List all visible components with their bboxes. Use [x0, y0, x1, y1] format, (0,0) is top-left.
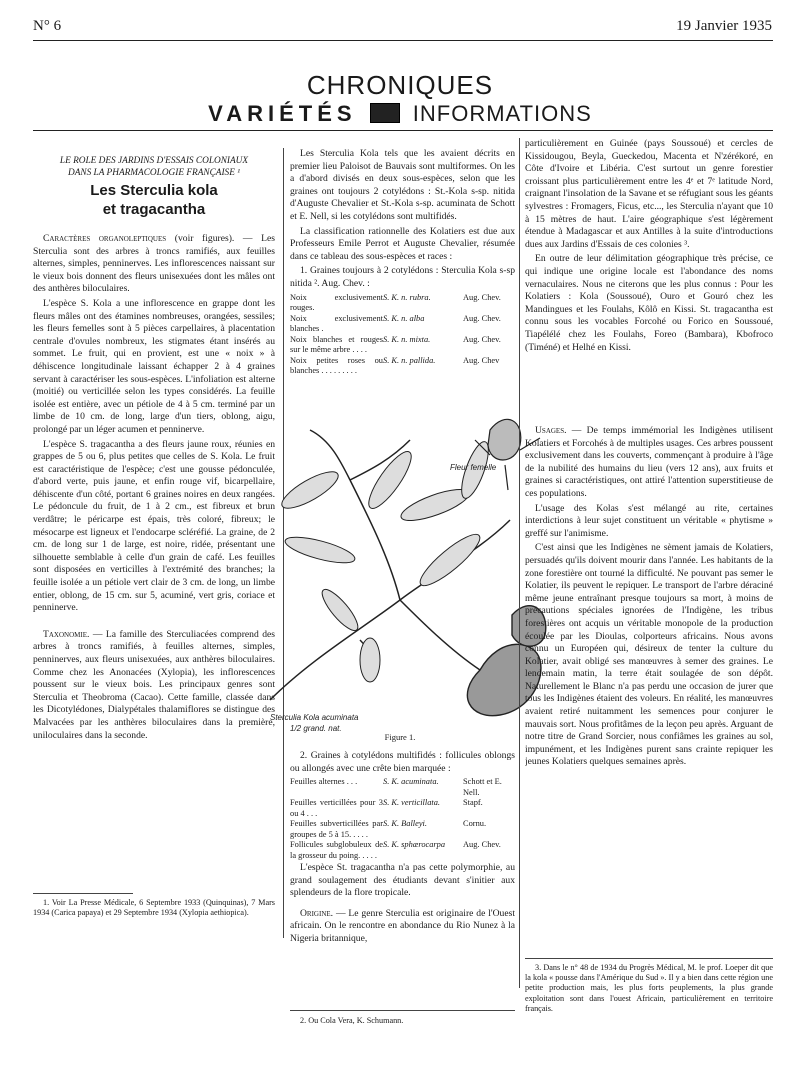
- footnote-rule: [33, 893, 133, 894]
- table-cell-author: Aug. Chev: [463, 355, 500, 365]
- footnote-text: 1. Voir La Presse Médicale, 6 Septembre 1933 (Quinquinas), 7 Mars 1934 (Carica papaya) et 29 Septembre 1934 (Xylopia aethiopica).: [33, 898, 275, 918]
- issue-number: N° 6: [33, 18, 62, 34]
- paragraph: Les Sterculia Kola tels que les avaient décrits en premier lieu Paloisot de Bauvais sont multiformes. On les a d'abord divisés en deux sous-espèces, selon que les graines ont toujours 2 cotylédons : St.-Kola s-sp. nitida d'Auguste Chevalier et St.-Kola s-sp. acuminata de Schott et E. Nell, si les cotylédons sont multifidés.: [290, 148, 515, 222]
- footnote-rule: [290, 1010, 515, 1011]
- figure-1-illustration: [250, 410, 550, 740]
- paragraph: particulièrement en Guinée (pays Soussoué) et cercles de Kissidougou, Beyla, Gueckedou, Macenta et N'zérékoré, en Côte d'Ivoire et Libéria. C'est surtout un genre forestier croissant plus particulièrement entre les 4ᵉ et 7ᵉ latitude Nord, craignant l'insolation de la Savane et se réfugiant sous les géants sylvestres : Fromagers, Ficus, etc..., les Sterculia n'ayant que 10 à 15 mètres de haut. L'aire géographique s'est légèrement étendue à Madagascar et aux Antilles à la suite d'introductions dues aux Jardins d'Essais de ces colonies ³.: [525, 138, 773, 250]
- paragraph: L'espèce S. tragacantha a des fleurs jaune roux, réunies en grappes de 5 ou 6, plus petites que celles de S. Kola. Le fruit est caractéristique de l'espèce; c'est une gousse pédonculée, d'abord verte, puis jaune, et enfin rouge vif, bicarpellaire, déhiscente d'un côté, portant 6 graines noires en deux rangées. Le pédoncule du fruit, de 1 à 2 cm., est fibreux et brun verdâtre; le péricarpe est épais, très coloré, fibreux; le mésocarpe est ligneux et l'endocarpe scléréfié. La graine, de 2 cm. de long sur 1 de large, est noire, ridée, présentant une silhouette semblable à celle d'un grain de café. Les feuilles sont disposées en verticilles à l'extrémité des branches; la feuille isolée a un pétiole vert clair de 3 cm. de long, un limbe entier, oblong, de 15 cm. sur 5, acuminé, vert gris, coriace et penninerve.: [33, 438, 275, 614]
- column-3-bottom: [525, 425, 773, 955]
- table-cell-species: S. K. n. pallida.: [383, 355, 436, 365]
- table-cell-species: S. K. n. alba: [383, 313, 425, 323]
- title-line-1: Les Sterculia kola: [90, 182, 218, 199]
- table-cell-author: Aug. Chev.: [463, 840, 501, 850]
- paragraph-text: — Le genre Sterculia est originaire de l'Ouest africain. On le rencontre en abondance du Rio Nunez à la Nigeria britannique,: [290, 907, 515, 944]
- table-row: [290, 335, 515, 356]
- paragraph: 1. Graines toujours à 2 cotylédons : Sterculia Kola s-sp nitida ². Aug. Chev. :: [290, 265, 515, 289]
- table-cell-author: Stapf.: [463, 798, 483, 808]
- table-row: [290, 798, 515, 819]
- table-cell-label: Feuilles subverticillées par groupes de 5 à 15. . . . .: [290, 819, 383, 839]
- paragraph-text: (voir figures). — Les Sterculia sont des arbres à troncs ramifiés, aux feuilles alternes, simples, penninerves. Les inflorescences naissant sur le vieux bois donnent des fleurs unisexuées dont les mâles ont des anthères biloculaires.: [33, 233, 275, 295]
- column-2-end: [290, 862, 515, 967]
- paragraph: 2. Graines à cotylédons multifidés : follicules oblongs ou allongés avec une crête bien marquée :: [290, 750, 515, 774]
- column-divider: [519, 138, 520, 988]
- table-cell-label: Noix blanches et rouges sur le même arbre . . . .: [290, 334, 383, 355]
- header-rule: [33, 40, 773, 41]
- masthead-subtitle: [0, 101, 800, 127]
- table-cell-species: S. K. n. rubra.: [383, 292, 431, 302]
- paragraph: C'est ainsi que les Indigènes ne sèment jamais de Kolatiers, persuadés qu'ils doivent mourir dans l'année. Les habitants de la zone forestière ont tourné la difficulté. Ne pouvant pas semer le Kolatier, ils peuvent le repiquer. Le transport de l'arbre déraciné même jeune entraînant presque toujours sa mort, à moins de précautions spéciales ignorées de l'Indigène, les tribus forestières ont acquis un véritable monopole de la production écoulée par les Dioulas, colporteurs africains. Nous avons connu un Européen qui, désireux de tenter la culture du Kolatier, avait obligé ses manœuvres à semer des graines. Le lendemain matin, la terre était soulagée de son dépôt. Naturellement le Blanc n'a pas perdu une occasion de jurer que tous les Indigènes étaient des voleurs. En réalité, les manœuvres avaient retiré nuitamment les semences pour conjurer le mauvais sort. Nous profitâmes de la leçon peu après. Arguant de notre titre de Grand Sorcier, nous confiâmes les graines au sol, impunément, et les Indigènes purent sans crainte repiquer les jeunes Kolatiers quelques semaines après.: [525, 542, 773, 768]
- masthead-varietes: VARIÉTÉS: [208, 101, 357, 126]
- paragraph: [290, 908, 515, 946]
- masthead-rule: [33, 130, 773, 131]
- paragraph: [525, 425, 773, 501]
- table-row: [290, 293, 515, 314]
- masthead-logo-icon: [370, 103, 400, 123]
- issue-date: 19 Janvier 1935: [676, 18, 772, 34]
- table-cell-label: Noix petites roses ou blanches . . . . . . . . .: [290, 355, 383, 376]
- table-cell-author: Aug. Chev.: [463, 313, 501, 323]
- footnote-3: [525, 963, 773, 1014]
- table-row: [290, 356, 515, 377]
- section-head: Taxonomie.: [43, 628, 90, 640]
- figure-caption: Figure 1.: [384, 732, 416, 742]
- table-cell-label: Noix exclusivement blanches .: [290, 313, 383, 334]
- table-cell-label: Noix exclusivement rouges.: [290, 292, 383, 313]
- table-cell-label: Feuilles verticillées pour 3 ou 4 . . .: [290, 798, 383, 818]
- paragraph: [33, 629, 275, 742]
- table-cell-author: Cornu.: [463, 819, 487, 829]
- table-cell-author: Aug. Chev.: [463, 292, 501, 302]
- footnote-text: 3. Dans le n° 48 de 1934 du Progrès Médical, M. le prof. Loeper dit que la kola « pousse dans l'Amérique du Sud ». Il y a bien dans cette région une petite production mais, les plus forts peuplements, la plus grande exploitation sont dans l'ouest Africain, particulièrement en territoire français.: [525, 963, 773, 1013]
- table-row: [290, 777, 515, 798]
- footnote-rule: [525, 958, 773, 959]
- column-1: [33, 155, 275, 890]
- paragraph-text: — La famille des Sterculiacées comprend des arbres à troncs ramifiés, à feuilles alternes, simples, penninerves, aux fleurs unisexuées, aux anthères biloculaires. Comme chez les Anonacées (Xylopia), les inflorescences poussent sur le vieux bois. Les principaux genres sont Sterculia et Theobroma (Cacao). Cette famille, classée dans les Dicotylédones, Dialypétales thalamiflores se distingue des Malvacées par les anthères biloculaires dans la première, uniloculaires dans la seconde.: [33, 628, 275, 741]
- section-head: Caractères organoleptiques: [43, 233, 167, 244]
- table-row: [290, 840, 515, 861]
- paragraph: L'espèce St. tragacantha n'a pas cette polymorphie, au grand soulagement des étudiants devant s'initier aux splendeurs de la flore tropicale.: [290, 862, 515, 899]
- masthead-informations: INFORMATIONS: [412, 101, 592, 126]
- figure-label-scale: 1/2 grand. nat.: [290, 724, 342, 733]
- section-head: Origine.: [300, 907, 334, 919]
- footnote-1: [33, 898, 275, 918]
- paragraph: [33, 233, 275, 296]
- table-cell-label: Feuilles alternes . . .: [290, 777, 358, 787]
- figure-label-flower: Fleur femelle: [450, 463, 497, 472]
- footnote-text: 2. Ou Cola Vera, K. Schumann.: [300, 1016, 404, 1025]
- table-cell-species: S. K. sphærocarpa: [383, 840, 446, 850]
- classification-table-2: [290, 777, 515, 861]
- paragraph: L'espèce S. Kola a une inflorescence en grappe dont les fleurs mâles ont des étamines nombreuses, orangées, sessiles; les fleurs femelles sont à 5 pièces carpellaires, à placentation centrale d'ovules nombreux, les stigmates étant insérés au sommet. Le fruit, qui en provient, est une « noix » à déhiscence longitudinale laissant échapper 2 à 4 graines servant à caractériser les sous-espèces. L'infoliation est alterne (moitié) ou verticillée selon les types considérés. La feuille isolée est entière, avec un pétiole de 4 à 5 cm. terminé par un limbe de 10 cm. de long, large d'un tiers, oblong, aigu, prolongé par un léger acumen et penninerve.: [33, 297, 275, 435]
- paragraph: La classification rationnelle des Kolatiers est due aux Professeurs Emile Perrot et Auguste Chevalier, résumée dans ce tableau des sous-espèces et races :: [290, 225, 515, 262]
- table-row: [290, 314, 515, 335]
- table-cell-species: S. K. n. mixta.: [383, 334, 431, 344]
- paragraph: En outre de leur délimitation géographique très précise, ce qui indique une origine locale est l'abondance des noms vernaculaires. Nous ne citerons que les plus connus : Pour les Kolatiers : Kola (Soussoué), Ouro et Gouró chez les Mandingues et les Foulahs, Kôlô en Kissi. St. tragacantha est connu sous les vocables Forcohé ou Forico en Soussoué, Tiapélélé chez les Foulahs, Foreo (Bambara), Kbofroco (Timéné) et Helhé en Kissi.: [525, 253, 773, 353]
- figure-label-species: Sterculia Kola acuminata: [270, 713, 359, 722]
- table-cell-species: S. K. acuminata.: [383, 777, 439, 787]
- kicker-line-2: DANS LA PHARMACOLOGIE FRANÇAISE ¹: [67, 168, 240, 178]
- section-head: Usages.: [535, 425, 567, 436]
- table-cell-author: Schott et E. Nell.: [463, 777, 502, 797]
- table-row: [290, 819, 515, 840]
- column-3-top: [525, 138, 773, 423]
- classification-table-1: [290, 293, 515, 377]
- table-cell-author: Aug. Chev.: [463, 334, 501, 344]
- paragraph: L'usage des Kolas s'est mélangé au rite, certaines interdictions à leur sujet constituent un véritable « phytisme » greffé sur l'animisme.: [525, 502, 773, 539]
- column-2-top: [290, 148, 515, 413]
- table-cell-label: Follicules subglobuleux de la grosseur du poing. . . . .: [290, 840, 383, 860]
- masthead-title: CHRONIQUES: [306, 70, 494, 100]
- footnote-2: [290, 1016, 515, 1026]
- table-cell-species: S. K. Balleyi.: [383, 819, 427, 829]
- table-cell-species: S. K. verticillata.: [383, 798, 440, 808]
- article-title: [33, 181, 275, 219]
- paragraph-text: — De temps immémorial les Indigènes utilisent Kolatiers et Forcohés à de multiples usages. Ces arbres poussent exclusivement dans les couverts, commençant à produire à l'âge de la nubilité des humains du lieu (vers 12 ans), aux fruits et graines si caractéristiques, ont attiré l'attention superstitieuse de ces populations.: [525, 425, 773, 499]
- title-line-2: et tragacantha: [102, 201, 206, 218]
- kicker-line-1: LE ROLE DES JARDINS D'ESSAIS COLONIAUX: [59, 156, 249, 166]
- kicker: [33, 155, 275, 179]
